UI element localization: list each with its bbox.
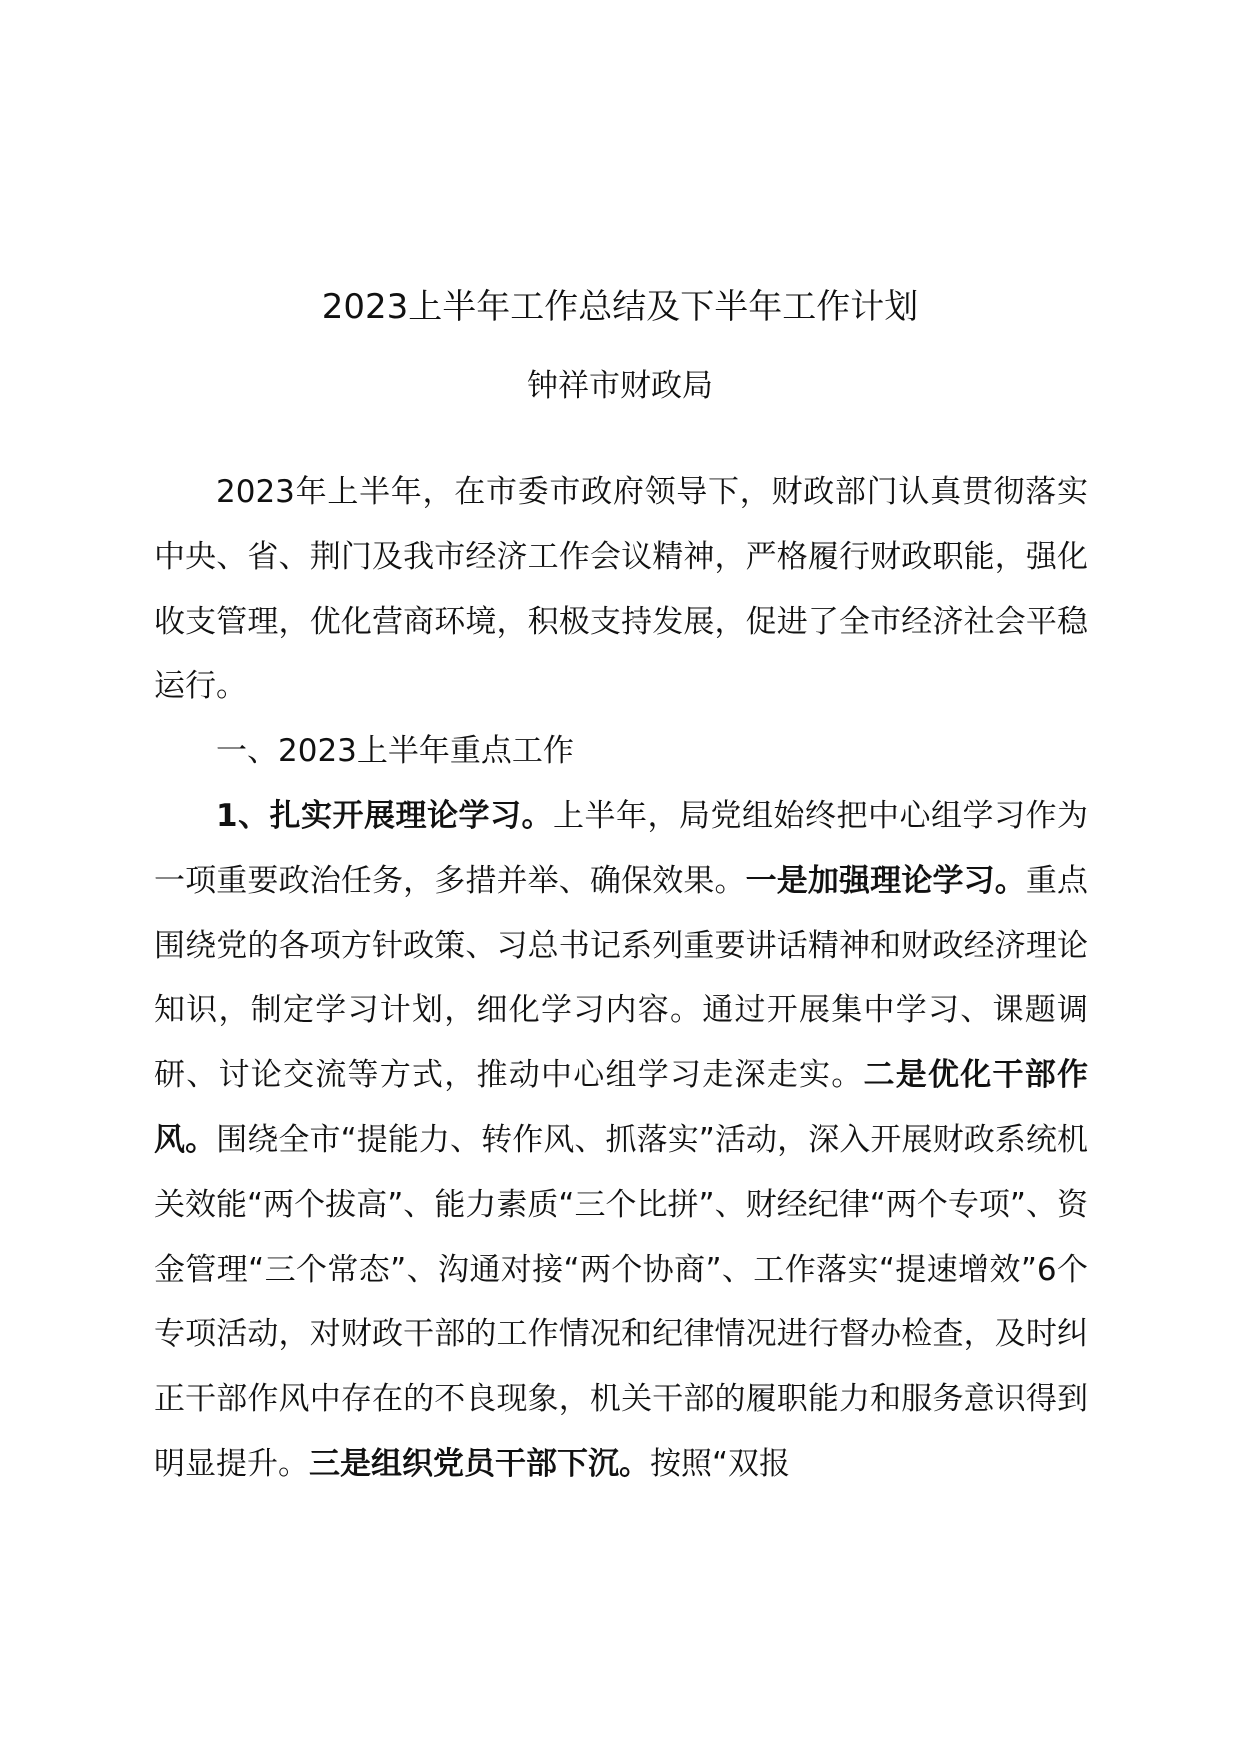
intro-paragraph: 2023年上半年，在市委市政府领导下，财政部门认真贯彻落实中央、省、荆门及我市经济工作会议精神，严格履行财政职能，强化收支管理，优化营商环境，积极支持发展，促进了全市经济社会平稳运行。 — [154, 474, 1088, 705]
item1-text: 上半年，局党组始终把中心组学习作为一项重要政治任务，多措并举、确保效果。 — [154, 797, 1088, 899]
item1-heading: 1、扎实开展理论学习。 — [216, 797, 554, 834]
point1-text: 重点围绕党的各项方针政策、习总书记系列重要讲话精神和财政经济理论知识，制定学习计划，细化学习内容。通过开展集中学习、课题调研、讨论交流等方式，推动中心组学习走深走实。 — [154, 862, 1089, 1094]
section-heading: 一、2023上半年重点工作 — [216, 733, 574, 770]
document-body — [154, 460, 1088, 1497]
point3-heading: 三是组织党员干部下沉。 — [309, 1445, 650, 1482]
point2-text: 围绕全市“提能力、转作风、抓落实”活动，深入开展财政系统机关效能“两个拔高”、能力素质“三个比拼”、财经纪律“两个专项”、资金管理“三个常态”、沟通对接“两个协商”、工作落实“提速增效”6个专项活动，对财政干部的工作情况和纪律情况进行督办检查，及时纠正干部作风中存在的不良现象，机关干部的履职能力和服务意识得到明显提升。 — [154, 1121, 1089, 1482]
document-title: 2023上半年工作总结及下半年工作计划 — [321, 287, 919, 327]
item1-paragraph — [154, 784, 1088, 1497]
point2-heading: 二是优化干部作风。 — [154, 1057, 1088, 1158]
point3-text: 按照“双报 — [650, 1445, 791, 1482]
document-author: 钟祥市财政局 — [527, 368, 713, 404]
point1-heading: 一是加强理论学习。 — [745, 862, 1026, 899]
